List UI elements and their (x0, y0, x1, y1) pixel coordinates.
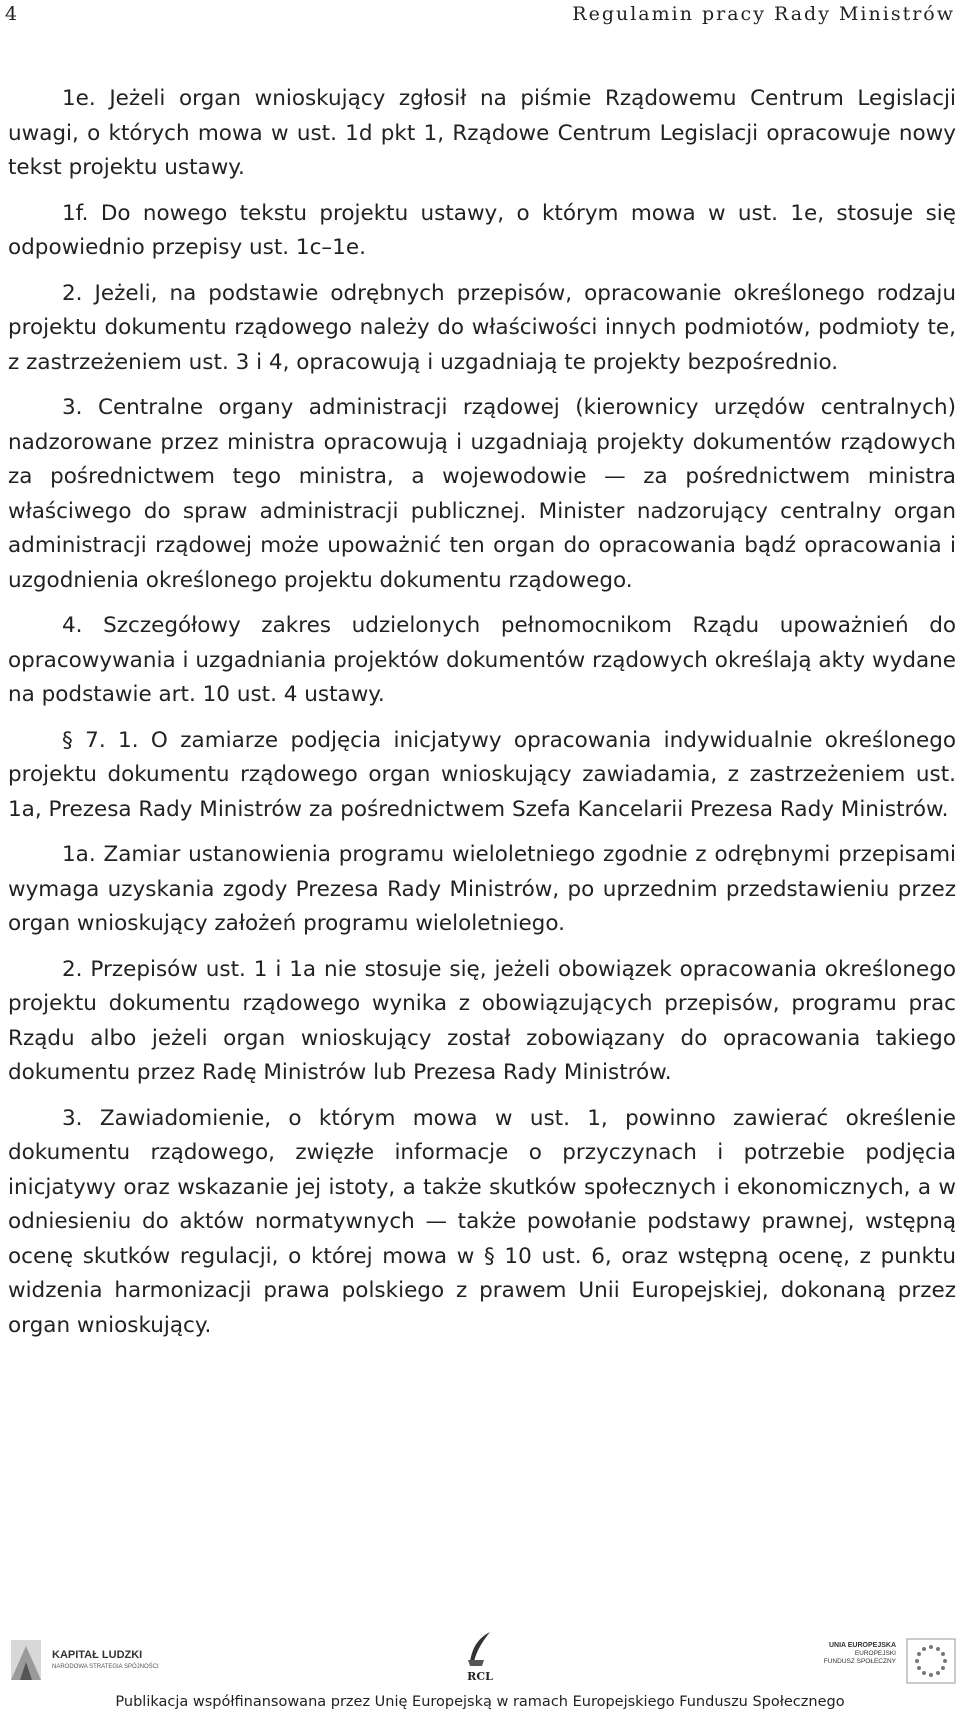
paragraph (8, 609, 956, 713)
rcl-label: RCL (467, 1670, 493, 1683)
paragraph (8, 953, 956, 1091)
kapital-ludzki-title: KAPITAŁ LUDZKI (52, 1649, 143, 1661)
kapital-ludzki-logo (8, 1636, 178, 1686)
paragraph (8, 197, 956, 266)
page-number: 4 (5, 3, 18, 25)
page-header (5, 3, 955, 29)
footer-caption: Publikacja współfinansowana przez Unię Europejską w ramach Europejskiego Funduszu Społecznego (115, 1694, 845, 1710)
paragraph (8, 838, 956, 942)
ue-efs-text (796, 1642, 896, 1666)
paragraph (8, 277, 956, 381)
paragraph-text: 4. Szczegółowy zakres udzielonych pełnomocnikom Rządu upoważnień do opracowywania i uzgadniania projektów dokumentów rządowych określają akty wydane na podstawie art. 10 ust. 4 ustawy. (8, 613, 956, 707)
paragraph-text: 1a. Zamiar ustanowienia programu wieloletniego zgodnie z odrębnymi przepisami wymaga uzyskania zgody Prezesa Rady Ministrów, po uprzednim przedstawieniu przez organ wnioskujący założeń programu wieloletniego. (8, 842, 956, 936)
ue-efs-logo (796, 1638, 958, 1686)
ue-line-3: FUNDUSZ SPOŁECZNY (823, 1658, 896, 1665)
eu-flag-icon (906, 1638, 956, 1684)
paragraph (8, 391, 956, 598)
running-title: Regulamin pracy Rady Ministrów (572, 3, 955, 25)
kapital-ludzki-emblem-icon (8, 1636, 48, 1682)
paragraph (8, 724, 956, 828)
paragraph-text: 1f. Do nowego tekstu projektu ustawy, o którym mowa w ust. 1e, stosuje się odpowiednio przepisy ust. 1c–1e. (8, 200, 956, 260)
paragraph-text: 1e. Jeżeli organ wnioskujący zgłosił na piśmie Rządowemu Centrum Legislacji uwagi, o których mowa w ust. 1d pkt 1, Rządowe Centrum Legislacji opracowuje nowy tekst projektu ustawy. (8, 86, 956, 180)
paragraph-text: 2. Jeżeli, na podstawie odrębnych przepisów, opracowanie określonego rodzaju projektu dokumentu rządowego należy do właściwości innych podmiotów, podmioty te, z zastrzeżeniem ust. 3 i 4, opracowują i uzgadniają te projekty bezpośrednio. (8, 280, 956, 375)
paragraph-text: 3. Zawiadomienie, o którym mowa w ust. 1, powinno zawierać określenie dokumentu rządowego, zwięzłe informacje o przyczynach i potrzebie podjęcia inicjatywy oraz wskazanie jej istoty, a także skutków społecznych i ekonomicznych, a w odniesieniu do aktów normatywnych — także powołanie podstawy prawnej, wstępną ocenę skutków regulacji, o której mowa w § 10 ust. 6, oraz wstępną ocenę, z punktu widzenia harmonizacji prawa polskiego z prawem Unii Europejskiej, dokonaną przez organ wnioskujący. (8, 1105, 956, 1338)
page-footer (0, 1628, 960, 1715)
paragraph-text: § 7. 1. O zamiarze podjęcia inicjatywy opracowania indywidualnie określonego projektu dokumentu rządowego organ wnioskujący zawiadamia, z zastrzeżeniem ust. 1a, Prezesa Rady Ministrów za pośrednictwem Szefa Kancelarii Prezesa Rady Ministrów. (8, 727, 956, 822)
ue-line-2: EUROPEJSKI (854, 1650, 896, 1657)
rcl-logo (455, 1630, 505, 1690)
kapital-ludzki-subtitle: NARODOWA STRATEGIA SPÓJNOŚCI (52, 1664, 159, 1670)
document-body (8, 82, 956, 1354)
paragraph-text: 2. Przepisów ust. 1 i 1a nie stosuje się, jeżeli obowiązek opracowania określonego projektu dokumentu rządowego wynika z obowiązujących przepisów, programu prac Rządu albo jeżeli organ wnioskujący został zobowiązany do opracowania takiego dokumentu przez Radę Ministrów lub Prezesa Rady Ministrów. (8, 956, 956, 1085)
ue-line-1: UNIA EUROPEJSKA (828, 1642, 896, 1649)
paragraph-text: 3. Centralne organy administracji rządowej (kierownicy urzędów centralnych) nadzorowane przez ministra opracowują i uzgadniają projekty dokumentów rządowych za pośrednictwem tego ministra, a wojewodowie — za pośrednictwem ministra właściwego do spraw administracji publicznej. Minister nadzorujący centralny organ administracji rządowej może upoważnić ten organ do opracowania bądź opracowania i uzgodnienia określonego projektu dokumentu rządowego. (8, 395, 956, 593)
rcl-quill-icon (460, 1630, 500, 1670)
paragraph (8, 1102, 956, 1344)
paragraph (8, 82, 956, 186)
